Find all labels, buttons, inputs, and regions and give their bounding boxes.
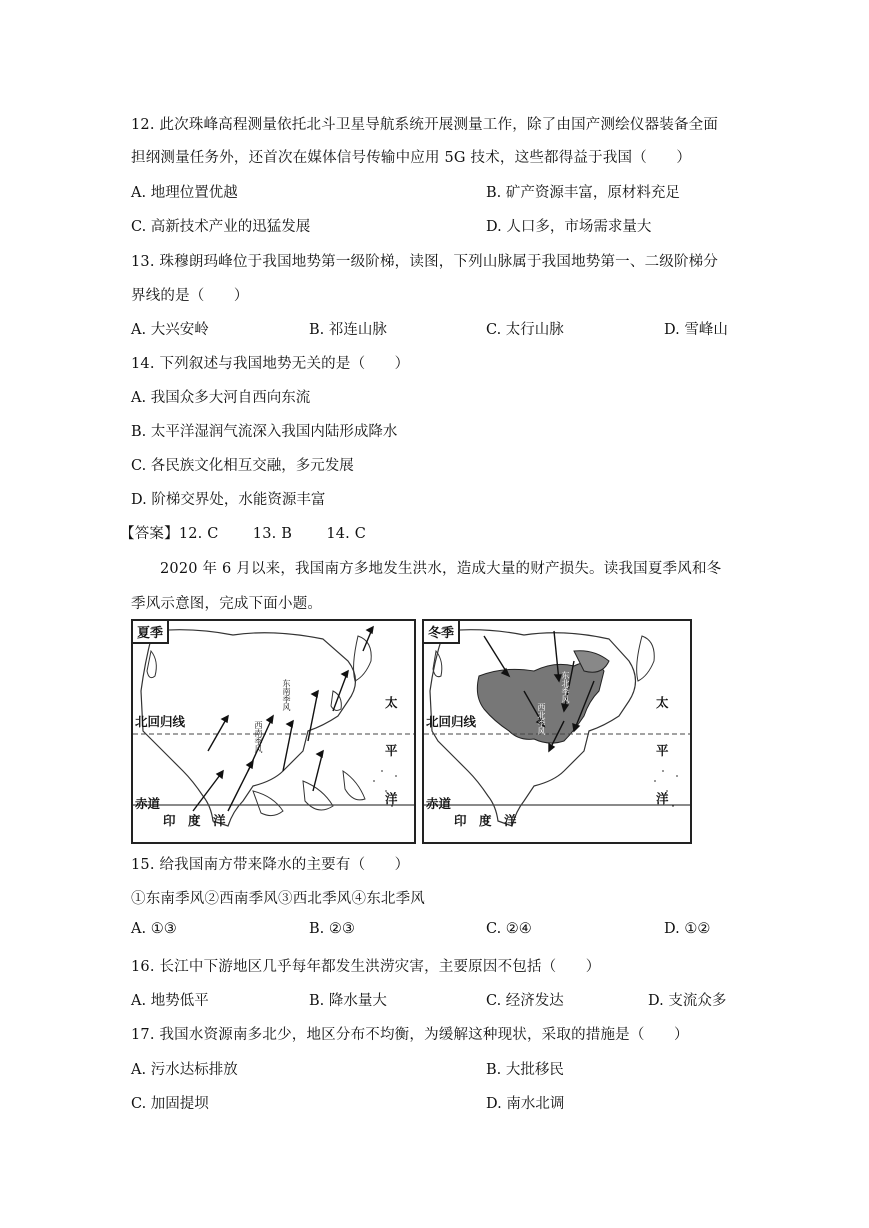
q12-option-a[interactable]: A. 地理位置优越 [131, 185, 238, 201]
q17-option-d[interactable]: D. 南水北调 [486, 1096, 565, 1112]
q13-option-a[interactable]: A. 大兴安岭 [131, 322, 209, 338]
q17-stem: 17. 我国水资源南多北少，地区分布不均衡，为缓解这种现状，采取的措施是（ ） [131, 1027, 689, 1043]
intro-line1: 2020 年 6 月以来，我国南方多地发生洪水，造成大量的财产损失。读我国夏季风和冬 [160, 561, 722, 577]
q13-stem-line1: 13. 珠穆朗玛峰位于我国地势第一级阶梯，读图，下列山脉属于我国地势第一、二级阶梯分 [131, 254, 719, 270]
summer-indian-ocean-label: 印 度 洋 [163, 813, 226, 828]
q15-option-d[interactable]: D. ①② [664, 921, 711, 937]
q12-option-c[interactable]: C. 高新技术产业的迅猛发展 [131, 219, 311, 235]
summer-equator-label: 赤道 [135, 796, 161, 811]
winter-indian-ocean-label: 印 度 洋 [454, 813, 517, 828]
q13-stem-line2: 界线的是（ ） [131, 288, 249, 304]
winter-ocean-char2: 平 [656, 743, 669, 758]
q15-option-b[interactable]: B. ②③ [309, 921, 355, 937]
answer-text: 12. C 13. B 14. C [178, 526, 367, 542]
summer-wind2-label: 西南季风 [254, 721, 263, 753]
q17-option-c[interactable]: C. 加固提坝 [131, 1096, 209, 1112]
q16-option-c[interactable]: C. 经济发达 [486, 993, 564, 1009]
q17-option-b[interactable]: B. 大批移民 [486, 1062, 564, 1078]
q13-option-b[interactable]: B. 祁连山脉 [309, 322, 387, 338]
q17-option-a[interactable]: A. 污水达标排放 [131, 1062, 238, 1078]
q13-option-c[interactable]: C. 太行山脉 [486, 322, 564, 338]
q14-option-c[interactable]: C. 各民族文化相互交融，多元发展 [131, 458, 354, 474]
winter-tropic-label: 北回归线 [426, 714, 477, 729]
q13-option-d[interactable]: D. 雪峰山 [664, 322, 728, 338]
q15-option-c[interactable]: C. ②④ [486, 921, 532, 937]
q12-stem-line1: 12. 此次珠峰高程测量依托北斗卫星导航系统开展测量工作，除了由国产测绘仪器装备全面 [131, 117, 719, 133]
winter-season-label: 冬季 [424, 621, 460, 644]
summer-ocean-char2: 平 [385, 743, 398, 758]
q12-option-b[interactable]: B. 矿产资源丰富，原材料充足 [486, 185, 680, 201]
answer-line [120, 522, 366, 543]
winter-map-graphic [424, 621, 690, 842]
q14-option-b[interactable]: B. 太平洋湿润气流深入我国内陆形成降水 [131, 424, 398, 440]
summer-map-graphic [133, 621, 414, 842]
winter-ocean-char3: 洋 [656, 791, 669, 806]
summer-monsoon-map [131, 619, 416, 844]
q16-option-b[interactable]: B. 降水量大 [309, 993, 387, 1009]
winter-wind1-label: 东北季风 [561, 671, 570, 703]
summer-tropic-label: 北回归线 [135, 714, 186, 729]
q15-stem: 15. 给我国南方带来降水的主要有（ ） [131, 857, 410, 873]
summer-ocean-char1: 太 [385, 695, 398, 710]
q15-sub-items: ①东南季风②西南季风③西北季风④东北季风 [131, 891, 425, 907]
q12-option-d[interactable]: D. 人口多，市场需求量大 [486, 219, 652, 235]
summer-ocean-char3: 洋 [385, 791, 398, 806]
summer-wind1-label: 东南季风 [282, 679, 291, 711]
winter-equator-label: 赤道 [426, 796, 452, 811]
summer-season-label: 夏季 [133, 621, 169, 644]
q14-option-d[interactable]: D. 阶梯交界处，水能资源丰富 [131, 492, 326, 508]
q16-stem: 16. 长江中下游地区几乎每年都发生洪涝灾害，主要原因不包括（ ） [131, 959, 601, 975]
intro-line2: 季风示意图，完成下面小题。 [131, 596, 323, 612]
q14-stem: 14. 下列叙述与我国地势无关的是（ ） [131, 356, 410, 372]
q12-stem-line2: 担纲测量任务外，还首次在媒体信号传输中应用 5G 技术，这些都得益于我国（ ） [131, 150, 692, 166]
winter-ocean-char1: 太 [656, 695, 669, 710]
q16-option-d[interactable]: D. 支流众多 [648, 993, 727, 1009]
q16-option-a[interactable]: A. 地势低平 [131, 993, 209, 1009]
q14-option-a[interactable]: A. 我国众多大河自西向东流 [131, 390, 311, 406]
winter-monsoon-map [422, 619, 692, 844]
q15-option-a[interactable]: A. ①③ [131, 921, 177, 937]
answer-label: 【答案】 [120, 526, 179, 542]
winter-wind2-label: 西北季风 [537, 703, 546, 735]
